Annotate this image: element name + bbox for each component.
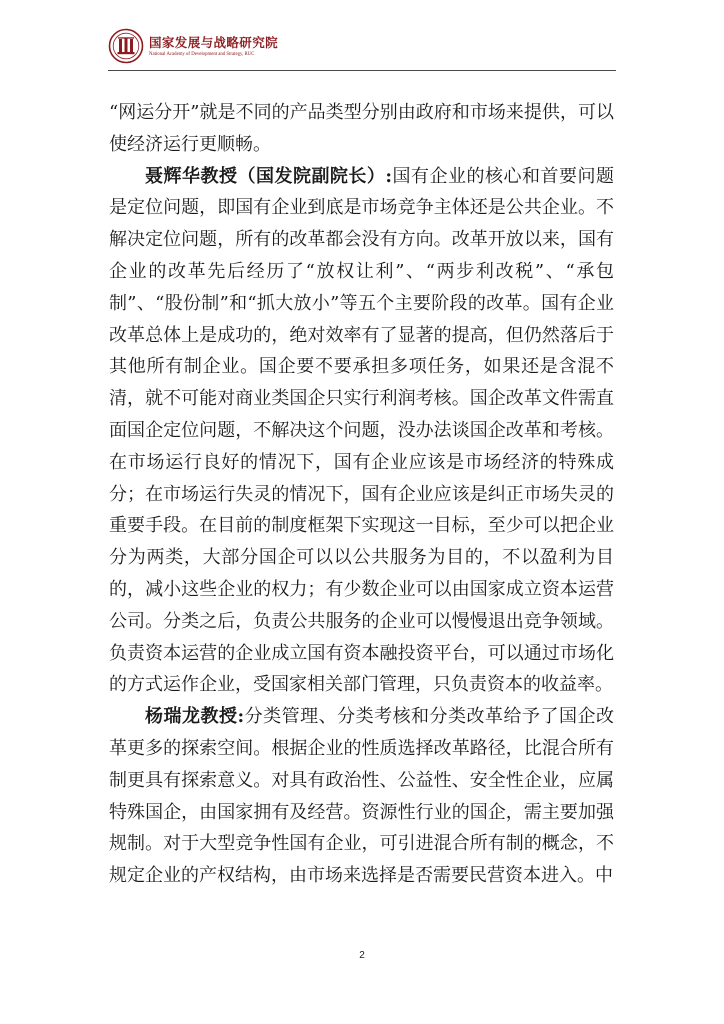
header-divider	[108, 70, 616, 71]
paragraph	[109, 161, 614, 702]
org-name-en: National Academy of Development and Strategy, RUC	[149, 52, 255, 57]
paragraph-text: “网运分开”就是不同的产品类型分别由政府和市场来提供，可以使经济运行更顺畅。	[109, 102, 614, 155]
speaker-name: 聂辉华教授（国发院副院长）:	[145, 165, 393, 187]
paragraph	[109, 97, 614, 161]
ruc-seal-icon	[108, 28, 144, 64]
page-header	[108, 28, 616, 70]
document-body	[109, 97, 614, 892]
page-number: 2	[359, 950, 365, 961]
speaker-name: 杨瑞龙教授:	[145, 706, 245, 728]
org-name-cn: 国家发展与战略研究院	[149, 35, 279, 50]
paragraph-text: 国有企业的核心和首要问题是定位问题，即国有企业到底是市场竞争主体还是公共企业。不解决定位问题，所有的改革都会没有方向。改革开放以来，国有企业的改革先后经历了“放权让利”、“两步利改税”、“承包制”、“股份制”和“抓大放小”等五个主要阶段的改革。国有企业改革总体上是成功的，绝对效率有了显著的提高，但仍然落后于其他所有制企业。国企要不要承担多项任务，如果还是含混不清，就不可能对商业类国企只实行利润考核。国企改革文件需直面国企定位问题，不解决这个问题，没办法谈国企改革和考核。在市场运行良好的情况下，国有企业应该是市场经济的特殊成分；在市场运行失灵的情况下，国有企业应该是纠正市场失灵的重要手段。在目前的制度框架下实现这一目标，至少可以把企业分为两类，大部分国企可以以公共服务为目的，不以盈利为目的，减小这些企业的权力；有少数企业可以由国家成立资本运营公司。分类之后，负责公共服务的企业可以慢慢退出竞争领域。负责资本运营的企业成立国有资本融投资平台，可以通过市场化的方式运作企业，受国家相关部门管理，只负责资本的收益率。	[109, 165, 614, 696]
paragraph	[109, 701, 614, 892]
paragraph-text: 分类管理、分类考核和分类改革给予了国企改革更多的探索空间。根据企业的性质选择改革路径，比混合所有制更具有探索意义。对具有政治性、公益性、安全性企业，应属特殊国企，由国家拥有及经营。资源性行业的国企，需主要加强规制。对于大型竞争性国有企业，可引进混合所有制的概念，不规定企业的产权结构，由市场来选择是否需要民营资本进入。中	[109, 706, 614, 887]
